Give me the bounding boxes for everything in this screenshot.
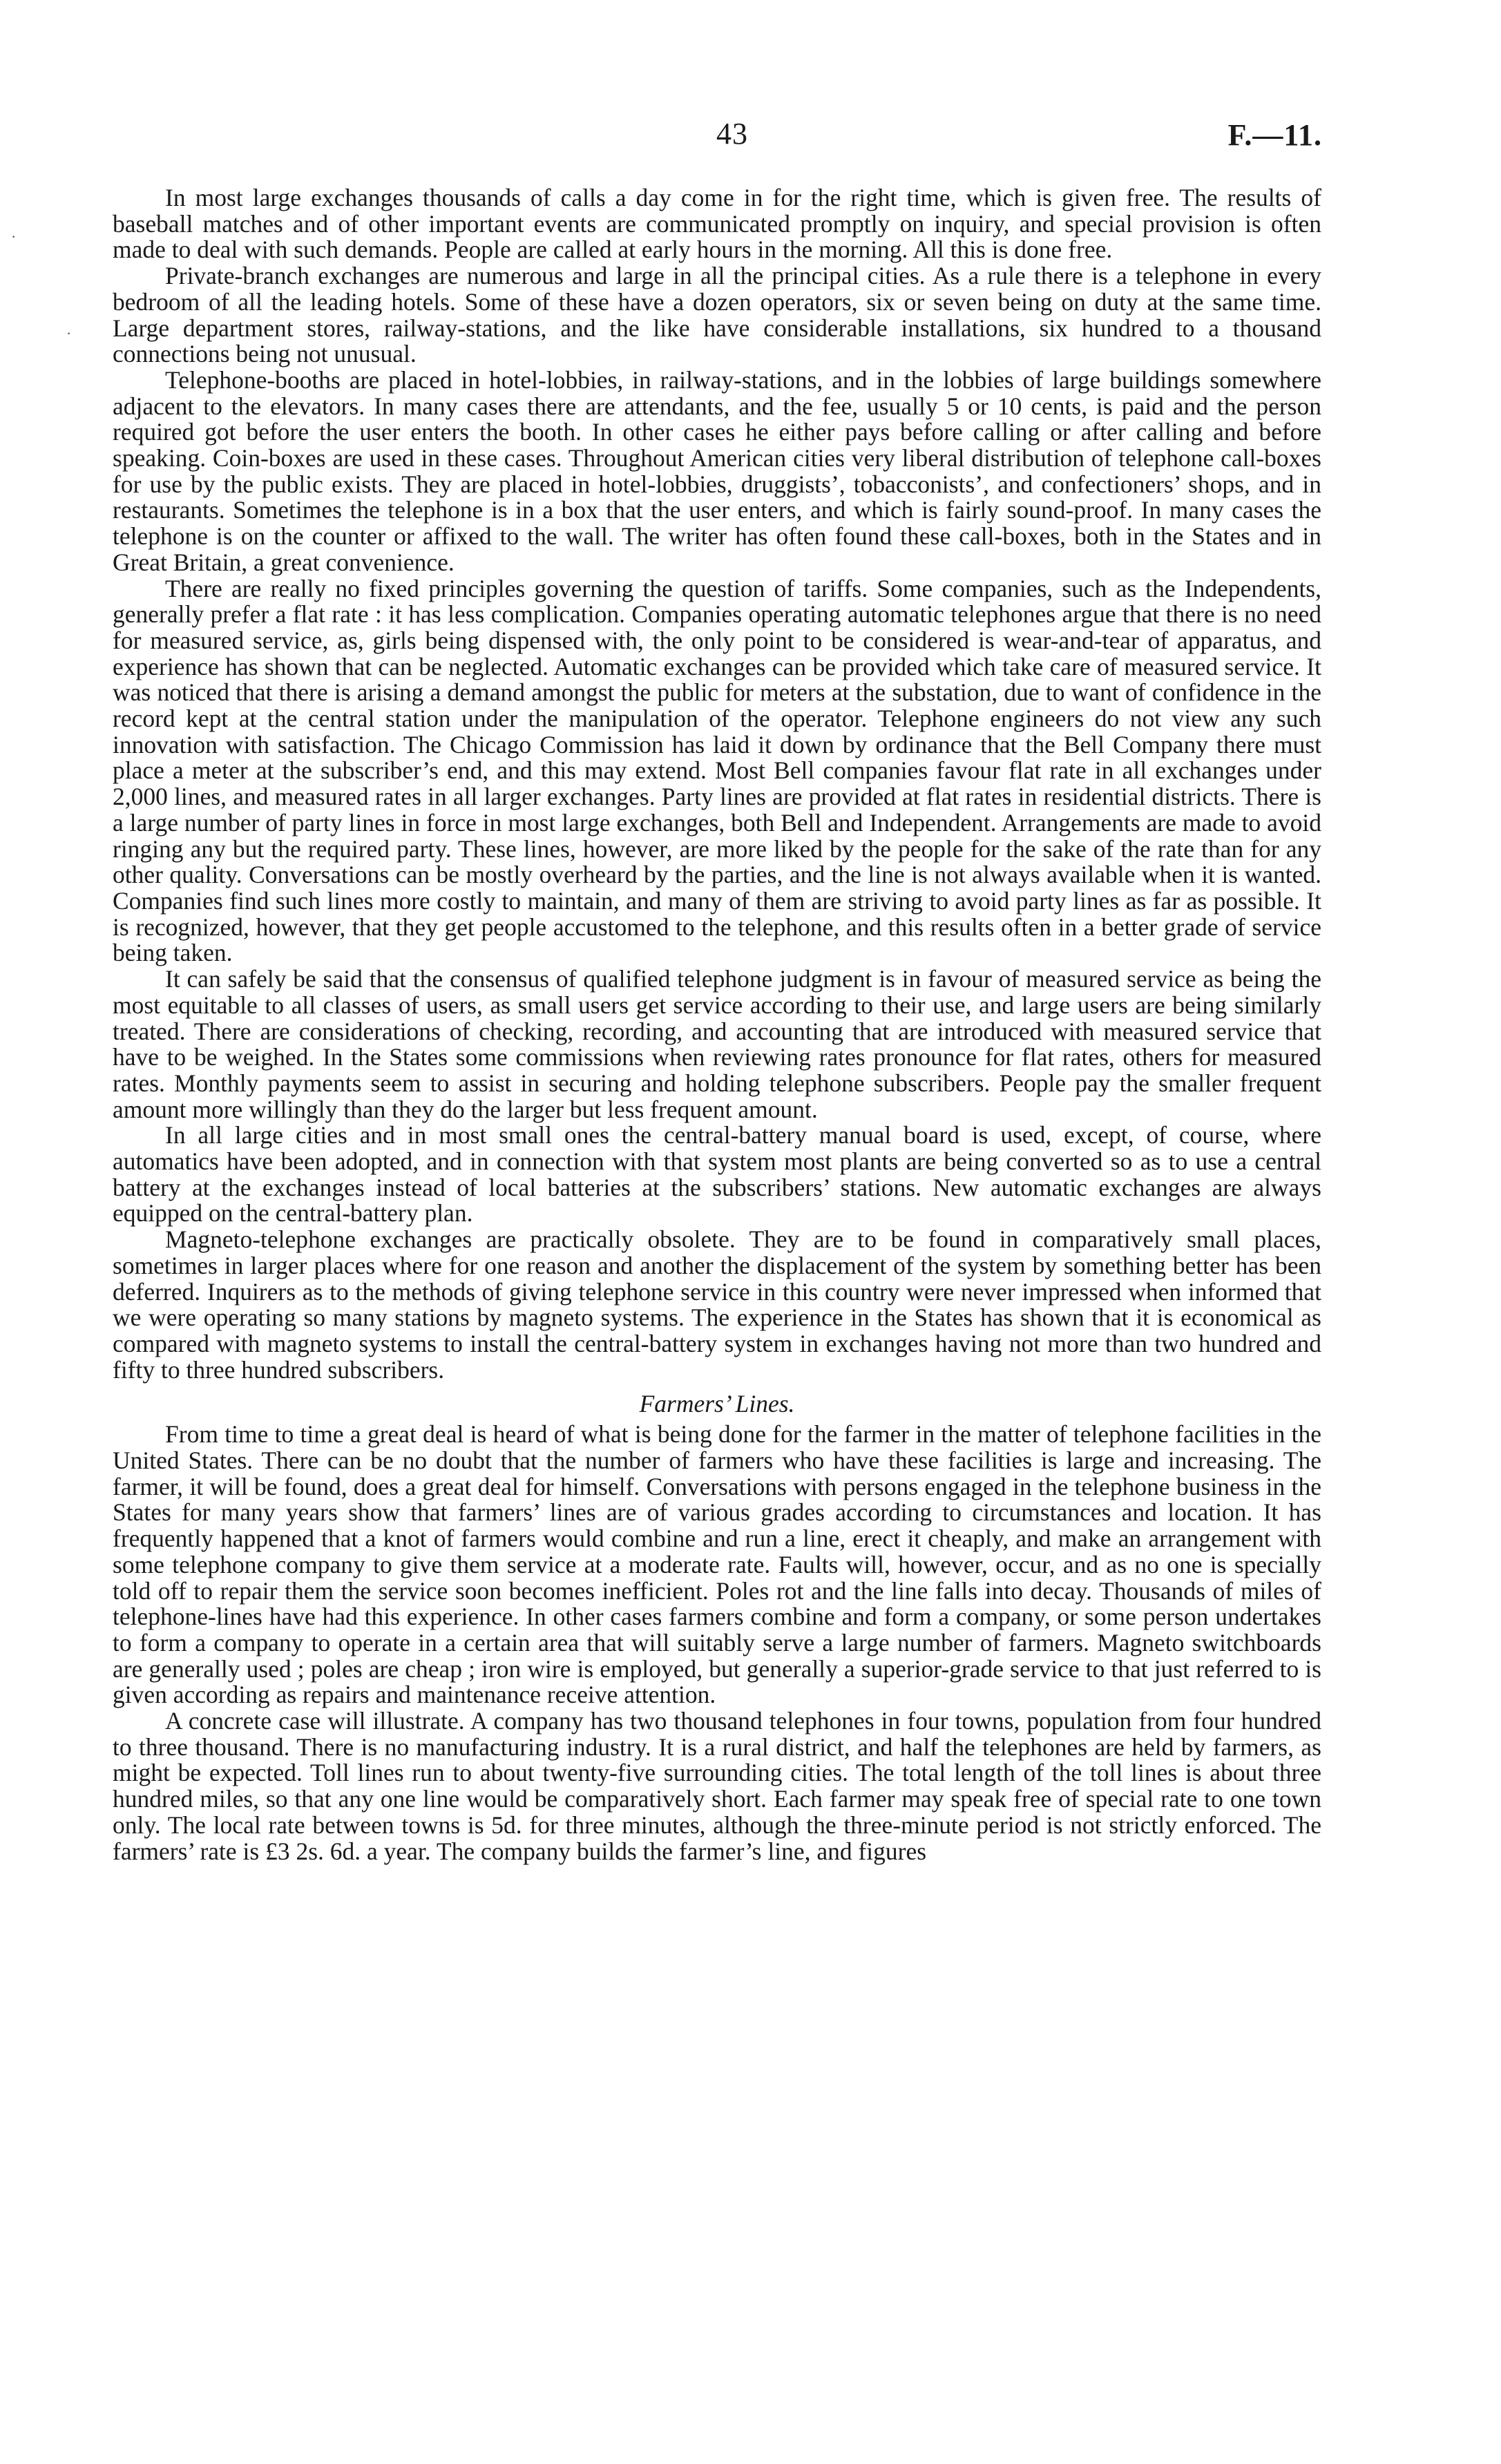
margin-mark: · [66, 325, 72, 342]
paragraph-central-battery: In all large cities and in most small ones the central-battery manual board is used, except, of course, where automatics have been adopted, and in connection with that system most plants are being converted so as to use a central battery at the exchanges instead of local batteries at the subscribers’ stations. New automatic exchanges are always equipped on the central-battery plan. [113, 1121, 1321, 1228]
paragraph-telephone-booths: Telephone-booths are placed in hotel-lobbies, in railway-stations, and in the lobbies of large buildings somewhere adjacent to the elevators. In many cases there are attendants, and the fee, usually 5 or 10 cents, is paid and the person required got before the user enters the booth. In other cases he either pays before calling or after calling and before speaking. Coin-boxes are used in these cases. Throughout American cities very liberal distribution of telephone call-boxes for use by the public exists. They are placed in hotel-lobbies, druggists’, tobacconists’, and confectioners’ shops, and in restaurants. Sometimes the telephone is in a box that the user enters, and which is fairly sound-proof. In many cases the telephone is on the counter or affixed to the wall. The writer has often found these call-boxes, both in the States and in Great Britain, a great convenience. [113, 365, 1321, 576]
section-heading: Farmers’ Lines. [639, 1390, 795, 1418]
margin-mark: · [11, 228, 17, 245]
paragraph-measured-service: It can safely be said that the consensus of qualified telephone judgment is in favour of measured service as being the most equitable to all classes of users, as small users get service according to their use, and large users are being similarly treated. There are considerations of checking, recording, and accounting that are introduced with measured service that have to be weighed. In the States some commissions when reviewing rates pronounce for flat rates, others for measured rates. Monthly payments seem to assist in securing and holding telephone subscribers. People pay the smaller frequent amount more willingly than they do the larger but less frequent amount. [113, 965, 1321, 1123]
body-text [113, 185, 1321, 1864]
paragraph-concrete-case: A concrete case will illustrate. A company has two thousand telephones in four towns, population from four hundred to three thousand. There is no manufacturing industry. It is a rural district, and half the telephones are held by farmers, as might be expected. Toll lines run to about twenty-five surrounding cities. The total length of the toll lines is about three hundred miles, so that any one line would be comparatively short. Each farmer may speak free of special rate to one town only. The local rate between towns is 5d. for three minutes, although the three-minute period is not strictly enforced. The farmers’ rate is £3 2s. 6d. a year. The company builds the farmer’s line, and figures [113, 1707, 1321, 1865]
paragraph-tariffs: There are really no fixed principles governing the question of tariffs. Some companies, such as the Independents, generally prefer a flat rate : it has less complication. Companies operating automatic telephones argue that there is no need for measured service, as, girls being dispensed with, the only point to be considered is wear-and-tear of apparatus, and experience has shown that can be neglected. Automatic exchanges can be provided which take care of measured service. It was noticed that there is arising a demand amongst the public for meters at the substation, due to want of confidence in the record kept at the central station under the manipulation of the operator. Telephone engineers do not view any such innovation with satisfaction. The Chicago Commission has laid it down by ordinance that the Bell Company there must place a meter at the subscriber’s end, and this may extend. Most Bell companies favour flat rate in all exchanges under 2,000 lines, and measured rates in all larger exchanges. Party lines are provided at flat rates in residential districts. There is a large number of party lines in force in most large exchanges, both Bell and Independent. Arrangements are made to avoid ringing any but the required party. These lines, however, are more liked by the people for the sake of the rate than for any other quality. Conversations can be mostly overheard by the parties, and the line is not always available when it is wanted. Companies find such lines more costly to maintain, and many of them are striving to avoid party lines as far as possible. It is recognized, however, that they get people accustomed to the telephone, and this results often in a better grade of service being taken. [113, 574, 1321, 967]
paragraph-farmers-lines: From time to time a great deal is heard of what is being done for the farmer in the matter of telephone facilities in the United States. There can be no doubt that the number of farmers who have these facilities is large and increasing. The farmer, it will be found, does a great deal for himself. Conversations with persons engaged in the telephone business in the States for many years show that farmers’ lines are of various grades according to circumstances and location. It has frequently happened that a knot of farmers would combine and run a line, erect it cheaply, and make an arrangement with some telephone company to give them service at a moderate rate. Faults will, however, occur, and as no one is specially told off to repair them the service soon becomes inefficient. Poles rot and the line falls into decay. Thousands of miles of telephone-lines have had this experience. In other cases farmers combine and form a company, or some person undertakes to form a company to operate in a certain area that will suitably serve a large number of farmers. Magneto switchboards are generally used ; poles are cheap ; iron wire is employed, but generally a superior-grade service to that just referred to is given according as repairs and maintenance receive attention. [113, 1420, 1321, 1709]
paragraph-time-service: In most large exchanges thousands of calls a day come in for the right time, which is given free. The results of baseball matches and of other important events are communicated promptly on inquiry, and special provision is often made to deal with such demands. People are called at early hours in the morning. All this is done free. [113, 184, 1321, 264]
document-reference: F.—11. [1227, 118, 1322, 152]
paragraph-magneto-exchanges: Magneto-telephone exchanges are practically obsolete. They are to be found in comparatively small places, sometimes in larger places where for one reason and another the displacement of the system by something better has been deferred. Inquirers as to the methods of giving telephone service in this country were never impressed when informed that we were operating so many stations by magneto systems. The experience in the States has shown that it is economical as compared with magneto systems to install the central-battery system in exchanges having not more than two hundred and fifty to three hundred subscribers. [113, 1225, 1321, 1384]
paragraph-private-branch-exchanges: Private-branch exchanges are numerous and large in all the principal cities. As a rule there is a telephone in every bedroom of all the leading hotels. Some of these have a dozen operators, six or seven being on duty at the same time. Large department stores, railway-stations, and the like have considerable installations, six hundred to a thousand connections being not unusual. [113, 262, 1321, 368]
page-number: 43 [716, 117, 748, 151]
